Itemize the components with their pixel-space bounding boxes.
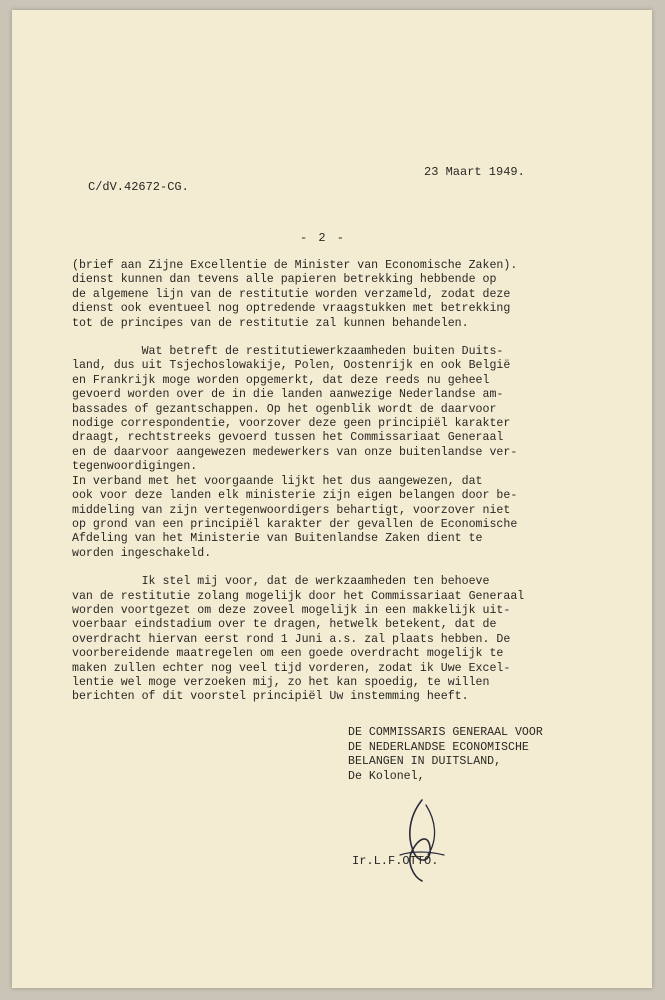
text-line: worden voortgezet om deze zoveel mogelijk in een makkelijk uit- bbox=[72, 603, 511, 617]
text-line: In verband met het voorgaande lijkt het dus aangewezen, dat bbox=[72, 474, 483, 488]
text-line: Afdeling van het Ministerie van Buitenlandse Zaken dient te bbox=[72, 532, 483, 546]
text-line: tot de principes van de restitutie zal kunnen behandelen. bbox=[72, 316, 469, 330]
page-number: - 2 - bbox=[300, 231, 347, 245]
signature-line: DE NEDERLANDSE ECONOMISCHE bbox=[348, 740, 529, 754]
signature-line: De Kolonel, bbox=[348, 769, 425, 783]
text-line: en Frankrijk moge worden opgemerkt, dat deze reeds nu geheel bbox=[72, 373, 490, 387]
text-line: worden ingeschakeld. bbox=[72, 546, 212, 560]
text-line: middeling van zijn vertegenwoordigers behartigt, voorzover niet bbox=[72, 503, 511, 517]
text-line: Wat betreft de restitutiewerkzaamheden buiten Duits- bbox=[72, 345, 504, 359]
text-line: nodige correspondentie, voorzover deze geen principiël karakter bbox=[72, 417, 511, 431]
text-line: maken zullen echter nog veel tijd vorderen, zodat ik Uwe Excel- bbox=[72, 661, 511, 675]
text-line: bassades of gezantschappen. Op het ogenblik wordt de daarvoor bbox=[72, 402, 497, 416]
text-line: draagt, rechtstreeks gevoerd tussen het Commissariaat Generaal bbox=[72, 431, 504, 445]
paragraph-2 bbox=[72, 345, 642, 561]
text-line: berichten of dit voorstel principiël Uw instemming heeft. bbox=[72, 690, 469, 704]
text-line: de algemene lijn van de restitutie worden verzameld, zodat deze bbox=[72, 287, 511, 301]
reference-number: C/dV.42672-CG. bbox=[88, 180, 189, 194]
text-line: lentie wel moge verzoeken mij, zo het kan spoedig, te willen bbox=[72, 675, 490, 689]
signatory-name: Ir.L.F.OTTO. bbox=[352, 854, 439, 868]
text-line: dienst kunnen dan tevens alle papieren betrekking hebbende op bbox=[72, 273, 497, 287]
text-line: dienst ook eventueel nog optredende vraagstukken met betrekking bbox=[72, 302, 511, 316]
text-line: voorbereidende maatregelen om een goede overdracht mogelijk te bbox=[72, 647, 504, 661]
letter-body bbox=[72, 259, 642, 707]
text-line: tegenwoordigingen. bbox=[72, 460, 198, 474]
text-line: en de daarvoor aangewezen medewerkers van onze buitenlandse ver- bbox=[72, 445, 518, 459]
signature-line: BELANGEN IN DUITSLAND, bbox=[348, 755, 502, 769]
paragraph-3 bbox=[72, 575, 642, 705]
text-line: op grond van een principiël karakter der gevallen de Economische bbox=[72, 517, 518, 531]
text-line: gevoerd worden over de in die landen aanwezige Nederlandse am- bbox=[72, 388, 504, 402]
handwritten-signature-icon bbox=[392, 795, 452, 885]
text-line: land, dus uit Tsjechoslowakije, Polen, Oostenrijk en ook België bbox=[72, 359, 511, 373]
text-line: ook voor deze landen elk ministerie zijn eigen belangen door be- bbox=[72, 489, 518, 503]
letter-date: 23 Maart 1949. bbox=[424, 165, 525, 179]
text-line: van de restitutie zolang mogelijk door het Commissariaat Generaal bbox=[72, 589, 525, 603]
text-line: (brief aan Zijne Excellentie de Minister van Economische Zaken). bbox=[72, 259, 518, 272]
paragraph-1 bbox=[72, 259, 642, 331]
text-line: overdracht hiervan eerst rond 1 Juni a.s. zal plaats hebben. De bbox=[72, 632, 511, 646]
signature-line: DE COMMISSARIS GENERAAL VOOR bbox=[348, 726, 543, 739]
text-line: voerbaar eindstadium over te dragen, hetwelk betekent, dat de bbox=[72, 618, 497, 632]
text-line: Ik stel mij voor, dat de werkzaamheden ten behoeve bbox=[72, 575, 490, 589]
signature-block bbox=[348, 726, 543, 784]
